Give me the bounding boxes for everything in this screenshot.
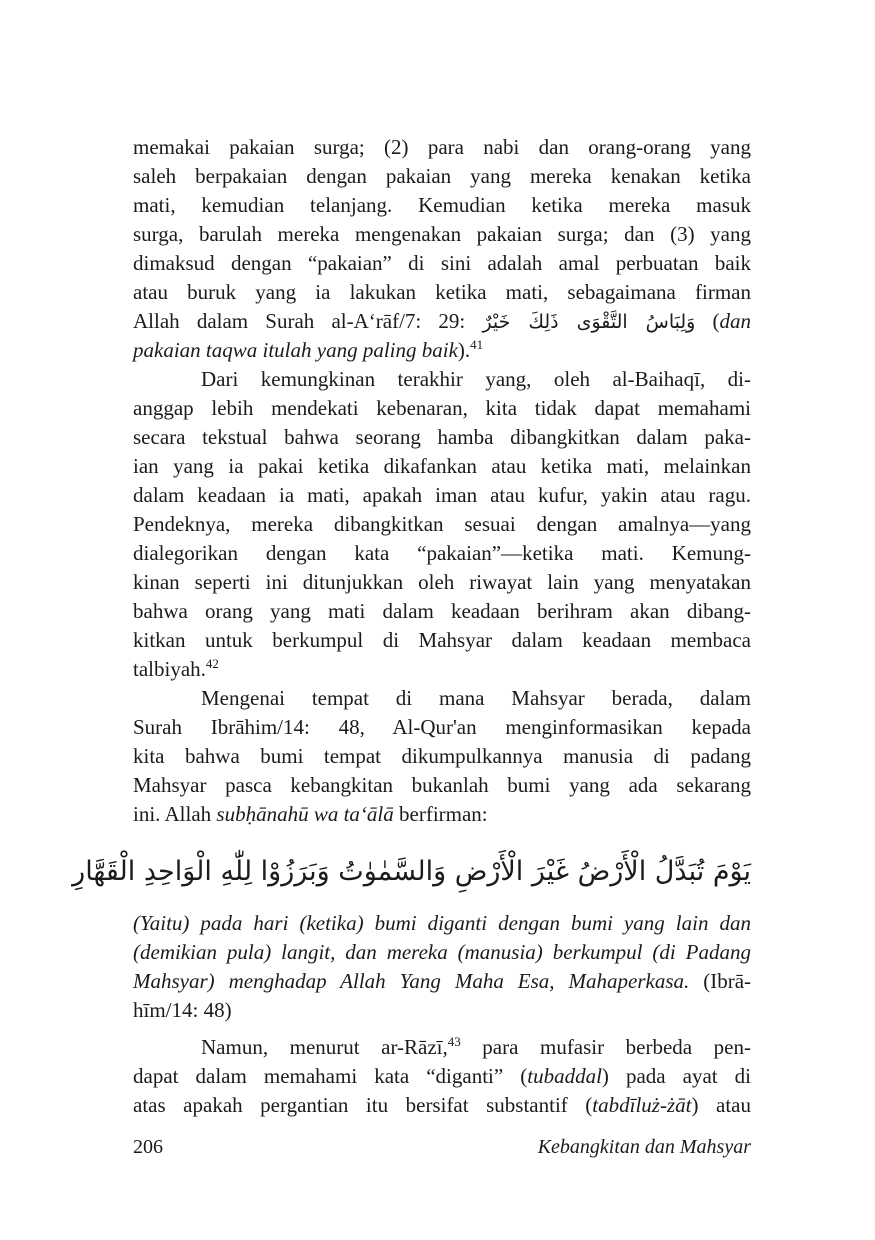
text-run: talbiyah. bbox=[133, 657, 206, 681]
text-line bbox=[133, 909, 751, 938]
text-line bbox=[133, 539, 751, 568]
arabic-inline-text: وَلِبَاسُ التَّقْوَى ذَلِكَ خَيْرٌ bbox=[482, 311, 696, 333]
text-line bbox=[133, 510, 751, 539]
text-line bbox=[133, 938, 751, 967]
italic-text-run: (demikian pula) langit, dan mereka (manusia) berkumpul (di Padang bbox=[133, 940, 751, 964]
text-run: (Ibrā- bbox=[689, 969, 752, 993]
text-run: Mahsyar pasca kebangkitan bukanlah bumi yang ada sekarang bbox=[133, 773, 751, 797]
text-run: atas apakah pergantian itu bersifat substantif ( bbox=[133, 1093, 593, 1117]
arabic-verse-ibrahim-48: يَوْمَ تُبَدَّلُ الْأَرْضُ غَيْرَ الْأَرْضِ وَالسَّمٰوٰتُ وَبَرَزُوْا لِلّٰهِ الْوَاحِدِ الْقَهَّارِ bbox=[72, 856, 751, 887]
text-run: kitkan untuk berkumpul di Mahsyar dalam keadaan membaca bbox=[133, 628, 751, 652]
text-block bbox=[72, 133, 752, 1120]
paragraph-baihaqi-interpretation bbox=[133, 365, 751, 684]
text-run: dimaksud dengan “pakaian” di sini adalah amal perbuatan baik bbox=[133, 251, 751, 275]
text-run: atau buruk yang ia lakukan ketika mati, sebagaimana firman bbox=[133, 280, 751, 304]
text-line bbox=[133, 742, 751, 771]
text-line bbox=[133, 452, 751, 481]
text-run: secara tekstual bahwa seorang hamba dibangkitkan dalam paka- bbox=[133, 425, 751, 449]
italic-text-run: subḥānahū wa ta‘ālā bbox=[216, 802, 394, 826]
text-run: ) pada ayat di bbox=[601, 1064, 751, 1088]
text-line bbox=[133, 481, 751, 510]
paragraph-clothing-opinions bbox=[133, 133, 751, 365]
text-run: anggap lebih mendekati kebenaran, kita tidak dapat memahami bbox=[133, 396, 751, 420]
text-line bbox=[133, 336, 751, 365]
text-run: Surah Ibrāhim/14: 48, Al-Qur'an menginformasikan kepada bbox=[133, 715, 751, 739]
text-run: Mengenai tempat di mana Mahsyar berada, dalam bbox=[201, 686, 751, 710]
text-line bbox=[133, 626, 751, 655]
text-run: dapat dalam memahami kata “diganti” ( bbox=[133, 1064, 528, 1088]
text-line bbox=[133, 423, 751, 452]
italic-text-run: tabdīluż-żāt bbox=[592, 1093, 692, 1117]
text-line bbox=[133, 278, 751, 307]
italic-text-run: dan bbox=[719, 309, 751, 333]
text-run: ) atau bbox=[691, 1093, 751, 1117]
text-run: ). bbox=[457, 338, 471, 362]
text-line bbox=[133, 307, 751, 336]
text-line bbox=[133, 684, 751, 713]
italic-text-run: pakaian taqwa itulah yang paling baik bbox=[133, 338, 458, 362]
text-line bbox=[133, 771, 751, 800]
footnote-reference: 42 bbox=[205, 656, 219, 671]
page-number: 206 bbox=[133, 1136, 163, 1158]
italic-text-run: (Yaitu) pada hari (ketika) bumi diganti dengan bumi yang lain dan bbox=[133, 911, 751, 935]
text-run: kinan seperti ini ditunjukkan oleh riwayat lain yang menyatakan bbox=[133, 570, 751, 594]
text-run: Allah dalam Surah al-A‘rāf/7: 29: bbox=[133, 309, 483, 333]
page-footer bbox=[133, 1136, 751, 1159]
text-run: Dari kemungkinan terakhir yang, oleh al-Baihaqī, di- bbox=[201, 367, 751, 391]
text-run: saleh berpakaian dengan pakaian yang mereka kenakan ketika bbox=[133, 164, 751, 188]
text-line bbox=[133, 220, 751, 249]
italic-text-run: Mahsyar) menghadap Allah Yang Maha Esa, Mahaperkasa. bbox=[133, 969, 690, 993]
text-line bbox=[133, 162, 751, 191]
text-run: surga, barulah mereka mengenakan pakaian surga; dan (3) yang bbox=[133, 222, 751, 246]
text-run: dalam keadaan ia mati, apakah iman atau kufur, yakin atau ragu. bbox=[133, 483, 751, 507]
text-line bbox=[133, 1062, 751, 1091]
paragraph-verse-translation bbox=[133, 909, 751, 1025]
running-title: Kebangkitan dan Mahsyar bbox=[537, 1136, 751, 1158]
text-run: Pendeknya, mereka dibangkitkan sesuai dengan amalnya—yang bbox=[133, 512, 751, 536]
text-run: ini. Allah bbox=[133, 802, 217, 826]
footnote-reference: 41 bbox=[470, 337, 484, 352]
text-line bbox=[133, 394, 751, 423]
text-line bbox=[133, 133, 751, 162]
footnote-reference: 43 bbox=[447, 1034, 461, 1049]
text-run: hīm/14: 48) bbox=[133, 998, 232, 1022]
paragraph-mahsyar-location bbox=[133, 684, 751, 829]
text-line bbox=[133, 1033, 751, 1062]
text-run: Namun, menurut ar-Rāzī, bbox=[201, 1035, 448, 1059]
text-run: bahwa orang yang mati dalam keadaan berihram akan dibang- bbox=[133, 599, 751, 623]
text-line bbox=[133, 1091, 751, 1120]
text-line bbox=[133, 191, 751, 220]
text-run: memakai pakaian surga; (2) para nabi dan orang-orang yang bbox=[133, 135, 751, 159]
italic-text-run: tubaddal bbox=[527, 1064, 602, 1088]
text-run: para mufasir berbeda pen- bbox=[460, 1035, 751, 1059]
text-line bbox=[133, 967, 751, 996]
text-run: ian yang ia pakai ketika dikafankan atau ketika mati, melainkan bbox=[133, 454, 751, 478]
paragraph-razi-tubaddal bbox=[133, 1033, 751, 1120]
text-run: mati, kemudian telanjang. Kemudian ketika mereka masuk bbox=[133, 193, 751, 217]
text-line bbox=[133, 996, 751, 1025]
text-line bbox=[133, 249, 751, 278]
text-run: kita bahwa bumi tempat dikumpulkannya manusia di padang bbox=[133, 744, 751, 768]
text-run: dialegorikan dengan kata “pakaian”—ketika mati. Kemung- bbox=[133, 541, 751, 565]
text-run: ( bbox=[695, 309, 720, 333]
text-line bbox=[133, 800, 751, 829]
text-line bbox=[133, 365, 751, 394]
text-line bbox=[133, 655, 751, 684]
text-run: berfirman: bbox=[393, 802, 488, 826]
text-line bbox=[133, 568, 751, 597]
text-line bbox=[133, 713, 751, 742]
text-line bbox=[133, 597, 751, 626]
